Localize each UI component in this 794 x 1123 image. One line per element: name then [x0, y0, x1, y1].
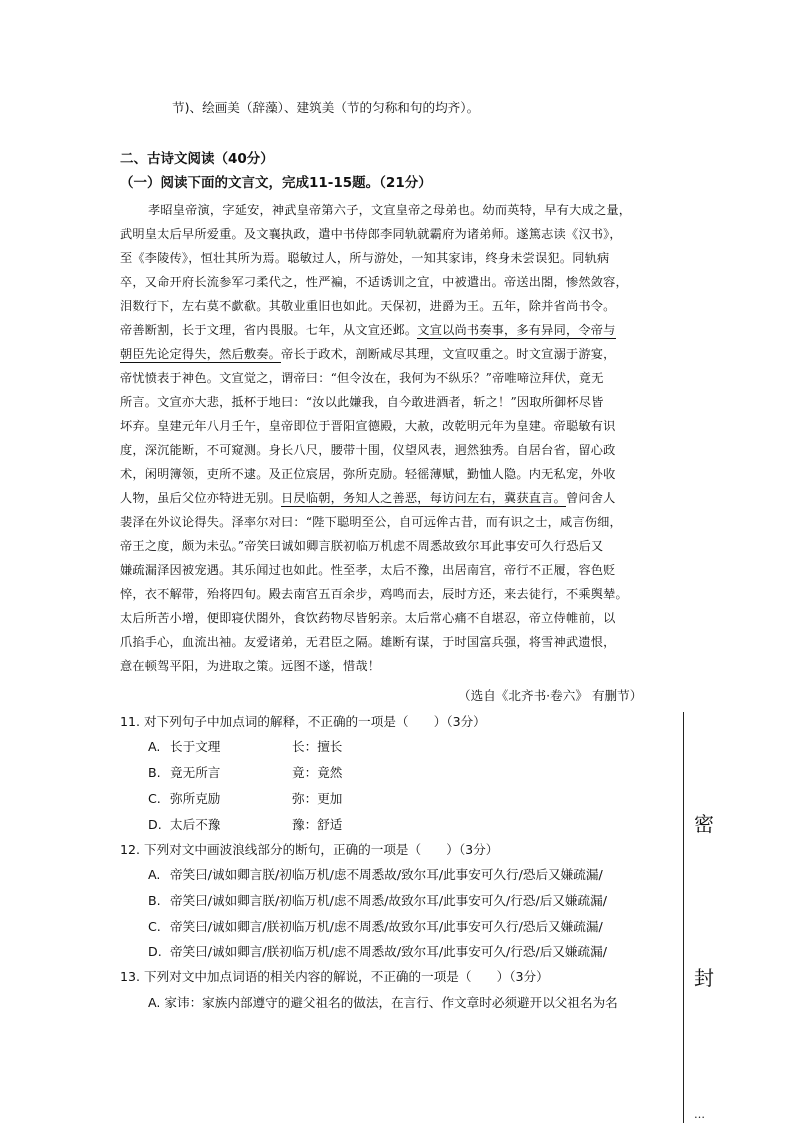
underlined-sentence: 文宣以尚书奏事，多有异同，令帝与 — [417, 323, 616, 337]
subsection-heading: （一）阅读下面的文言文，完成11-15题。（21分） — [120, 175, 432, 191]
passage-line: 卒，又命开府长流参军刁柔代之，性严褊，不适诱训之宜，中被遣出。帝送出閤，惨然敛容， — [120, 275, 628, 289]
margin-dots: … — [694, 1108, 706, 1121]
underlined-sentence: 日昃临朝，务知人之善恶，每访问左右，冀获直言。 — [281, 491, 566, 505]
q13-option-a: A. 家讳：家族内部遵守的避父祖名的做法，在言行、作文章时必须避开以父祖名为名 — [148, 995, 618, 1010]
passage-line: 所言。文宣亦大悲，抵杯于地曰：“汝以此嫌我，自今敢进酒者，斩之！”因取所御杯尽皆 — [120, 395, 604, 409]
q12-option-b: B. 帝笑曰/诚如卿言朕/初临万机/虑不周悉/故致尔耳/此事安可久/行恐/后又嫌疏漏/ — [148, 893, 607, 908]
passage-line: 爪掐手心，血流出袖。友爱诸弟，无君臣之隔。雄断有谋，于时国富兵强，将雪神武遗恨， — [120, 635, 616, 649]
passage-line: 度，深沉能断，不可窥测。身长八尺，腰带十围，仪望风表，迥然独秀。自居台省，留心政 — [120, 443, 616, 457]
passage-line: 帝王之度，颇为未弘。”帝笑曰诚如卿言朕初临万机虑不周悉故致尔耳此事安可久行恐后又 — [120, 539, 604, 553]
passage-line: 朝臣先论定得失，然后敷奏。帝长于政术，剖断咸尽其理，文宣叹重之。时文宣溺于游宴， — [120, 347, 616, 361]
passage-line: 帝善断割，长于文理，省内畏服。七年，从文宣还邺。文宣以尚书奏事，多有异同，令帝与 — [120, 323, 616, 337]
passage-line: 太后所苦小增，便即寝伏閤外，食饮药物尽皆躬亲。太后常心痛不自堪忍，帝立侍帷前，以 — [120, 611, 616, 625]
q11-option-c: C. 弥所克励 — [148, 791, 221, 806]
passage-line: 至《李陵传》，恒壮其所为焉。聪敏过人，所与游处，一知其家讳，终身未尝误犯。同轨病 — [120, 251, 610, 265]
q11-option-a: A. 长于文理 — [148, 739, 221, 754]
passage-line: 悴，衣不解带，殆将四旬。殿去南宫五百余步，鸡鸣而去，辰时方还，来去徒行，不乘舆辇。 — [120, 587, 628, 601]
q11-option-c-gloss: 弥：更加 — [292, 791, 343, 806]
question-11-stem: 11. 对下列句子中加点词的解释，不正确的一项是（ ）（3分） — [120, 714, 486, 729]
passage-line: 坏弃。皇建元年八月壬午，皇帝即位于晋阳宣德殿，大赦，改乾明元年为皇建。帝聪敏有识 — [120, 419, 616, 433]
passage-line: 泪数行下，左右莫不歔欷。其敬业重旧也如此。天保初，进爵为王。五年，除并省尚书令。 — [120, 299, 616, 313]
source-note: （选自《北齐书·卷六》 有删节） — [458, 688, 643, 703]
q11-option-b: B. 竟无所言 — [148, 765, 221, 780]
q12-option-d: D. 帝笑曰/诚如卿言/朕初临万机/虑不周悉故/致尔耳/此事安可久/行恐/后又嫌疏漏/ — [148, 944, 607, 959]
passage-line: 孝昭皇帝演，字延安，神武皇帝第六子，文宣皇帝之母弟也。幼而英特，早有大成之量， — [148, 203, 632, 217]
q11-option-d-gloss: 豫：舒适 — [292, 817, 343, 832]
q11-option-a-gloss: 长：擅长 — [292, 739, 343, 754]
q12-option-a: A. 帝笑曰/诚如卿言朕/初临万机/虑不周悉故/致尔耳/此事安可久行/恐后又嫌疏漏/ — [148, 867, 603, 882]
continuation-line: 节)、绘画美（辞藻）、建筑美（节的匀称和句的均齐）。 — [172, 100, 480, 115]
seal-margin-char: 封 — [694, 966, 714, 990]
passage-line: 武明皇太后早所爱重。及文襄执政，遣中书侍郎李同轨就霸府为诸弟师。遂篤志读《汉书》， — [120, 227, 622, 241]
section-heading: 二、古诗文阅读（40分） — [120, 151, 274, 167]
question-13-stem: 13. 下列对文中加点词语的相关内容的解说，不正确的一项是（ ）（3分） — [120, 969, 549, 984]
q12-option-c: C. 帝笑曰/诚如卿言/朕初临万机/虑不周悉/故致尔耳/此事安可久行/恐后又嫌疏漏/ — [148, 919, 603, 934]
passage-line: 裴泽在外议论得失。泽率尔对曰：“陛下聪明至公，自可远侔古昔，而有识之士，咸言伤细， — [120, 515, 622, 529]
passage-line: 帝忧愤表于神色。文宣觉之，谓帝曰：“但令汝在，我何为不纵乐？”帝唯啼泣拜伏，竟无 — [120, 371, 604, 385]
question-12-stem: 12. 下列对文中画波浪线部分的断句，正确的一项是（ ）（3分） — [120, 842, 499, 857]
passage-line: 术，闲明簿领，吏所不逮。及正位宸居，弥所克励。轻徭薄赋，勤恤人隐。内无私宠，外收 — [120, 467, 616, 481]
q11-option-b-gloss: 竟：竟然 — [292, 765, 343, 780]
binding-margin-line — [683, 712, 684, 1123]
passage-line: 人物，虽后父位亦特进无别。日昃临朝，务知人之善恶，每访问左右，冀获直言。曾问舍人 — [120, 491, 616, 505]
passage-line: 意在顿驾平阳，为进取之策。远图不遂，惜哉！ — [120, 659, 381, 673]
underlined-sentence: 朝臣先论定得失，然后敷奏。 — [120, 347, 282, 361]
q11-option-d: D. 太后不豫 — [148, 817, 221, 832]
passage-line: 嫌疏漏泽因被宠遇。其乐闻过也如此。性至孝，太后不豫，出居南宫，帝行不正履，容色贬 — [120, 563, 616, 577]
seal-margin-char: 密 — [694, 812, 714, 836]
